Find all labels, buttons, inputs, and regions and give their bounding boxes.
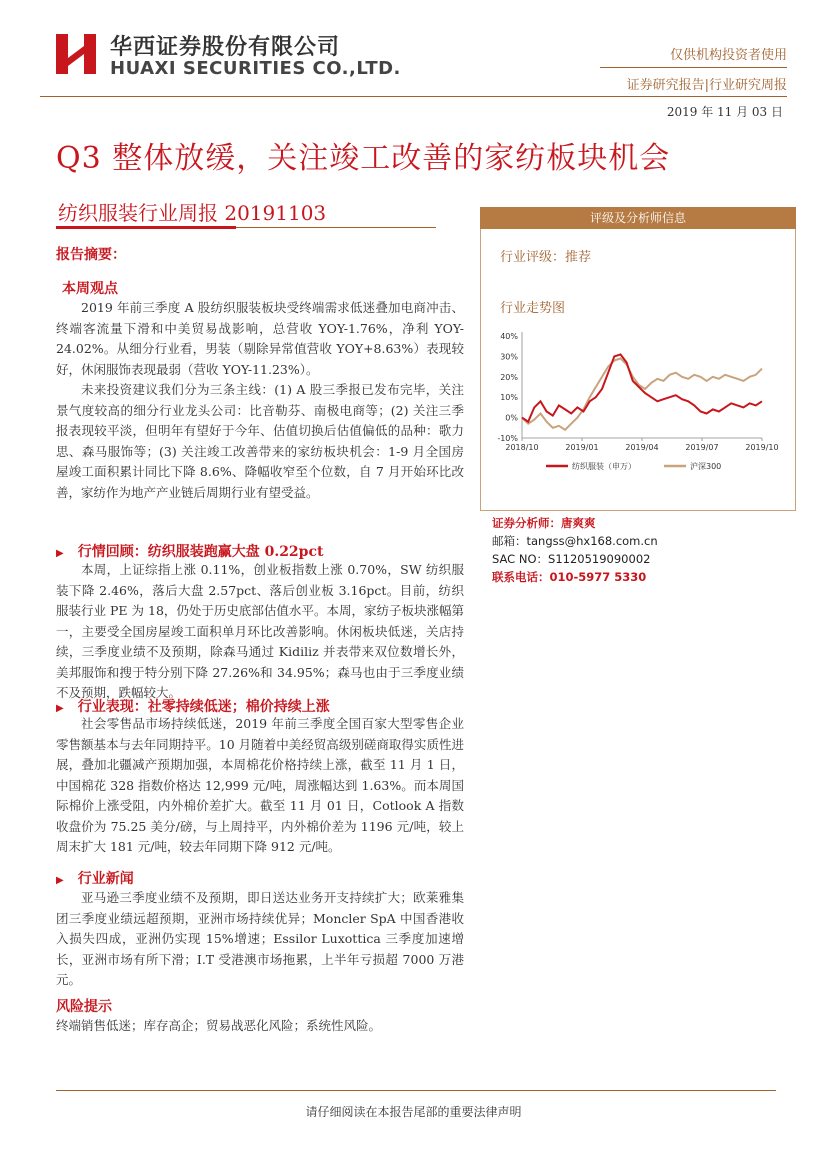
report-subtitle: 纺织服装行业周报 20191103 [58,201,327,225]
email-label: 邮箱： [492,534,527,548]
summary-label: 报告摘要： [56,247,126,263]
header-divider-short [600,67,787,68]
legend-label: 沪深300 [690,462,722,471]
tagline: 仅供机构投资者使用 [669,48,787,63]
x-tick-label: 2019/04 [625,443,659,452]
series-line [522,358,762,429]
sac-label: SAC NO： [492,552,549,566]
industry-news-paragraph: 亚马逊三季度业绩不及预期，即日送达业务开支持续扩大；欧莱雅集团三季度业绩远超预期，亚洲市场持续优异；Moncler SpA 中国香港收入损失四成，亚洲仍实现 15%增速；Essilor Luxottica 三季度加速增长，亚洲市场有所下滑；I.T 受港澳市场拖累，上半年亏损超 7000 万港元。 [56,890,464,987]
weekly-view-heading: 本周观点 [62,281,118,297]
x-tick-label: 2019/07 [685,443,719,452]
y-tick-label: -10% [497,434,518,443]
risk-heading: 风险提示 [56,999,112,1015]
market-review-paragraph: 本周，上证综指上涨 0.11%，创业板指数上涨 0.70%，SW 纺织服装下降 2.46%，落后大盘 2.57pct、落后创业板 3.16pct。目前，纺织服装行业 PE 为 18，仍处于历史底部估值水平。本周，家纺子板块涨幅第一，主要受全国房屋竣工面积单月环比改善影响。休闲板块低迷，关店持续，三季度业绩不及预期，除森马通过 Kidiliz 并表带来双位数增长外，美邦服饰和搜于特分别下降 27.26%和 34.95%；森马也由于三季度业绩不及预期，跌幅较大。 [56,562,464,700]
legend-label: 纺织服装（申万） [572,462,636,471]
y-tick-label: 30% [500,352,518,362]
market-review-heading: 行情回顾：纺织服装跑赢大盘 0.22pct [77,544,324,560]
company-name-en: HUAXI SECURITIES CO.,LTD. [110,58,401,79]
industry-trend-chart [490,326,790,476]
y-tick-label: 40% [500,332,518,341]
sac-row [492,550,658,568]
risk-text: 终端销售低迷；库存高企；贸易战恶化风险；系统性风险。 [56,1018,382,1033]
header-divider [40,96,787,97]
industry-performance-heading: 行业表现：社零持续低迷；棉价持续上涨 [77,699,330,715]
report-title: Q3 整体放缓，关注竣工改善的家纺板块机会 [56,141,671,176]
x-tick-label: 2018/10 [505,443,539,452]
analyst-row [492,514,658,532]
weekly-view-paragraph-2: 未来投资建议我们分为三条主线：(1) A 股三季报已发布完毕，关注景气度较高的细分行业龙头公司：比音勒芬、南极电商等；(2) 关注三季报表现较平淡，但明年有望好于今年、估值切换后估值偏低的品种：歌力思、森马服饰等；(3) 关注竣工改善带来的家纺板块机会：1-9 月全国房屋竣工面积累计同比下降 8.6%、降幅收窄至个位数，自 7 月开始环比改善，家纺作为地产产业链后周期行业有望受益。 [56,382,464,500]
industry-performance-heading-row [56,696,330,716]
market-review-body [56,560,464,704]
analyst-phone: 010-5977 5330 [549,570,647,584]
footer-divider [56,1090,776,1091]
trend-chart-label: 行业走势图 [500,301,566,316]
triangle-bullet-icon: ▶ [56,875,64,886]
company-name-cn: 华西证券股份有限公司 [110,35,341,60]
rating-label: 行业评级： [500,250,566,265]
rating-value: 推荐 [565,250,592,265]
y-tick-label: 20% [500,372,518,382]
market-review-heading-row [56,541,323,561]
email-row [492,532,658,550]
weekly-view-body [56,298,464,503]
industry-performance-paragraph: 社会零售品市场持续低迷，2019 年前三季度全国百家大型零售企业零售额基本与去年同期持平。10 月随着中美经贸高级别磋商取得实质性进展，叠加北疆减产预期加强，本周棉花价格持续上涨，截至 11 月 1 日，中国棉花 328 指数价格达 12,999 元/吨，周涨幅达到 1.63%。而本周国际棉价上涨受阻，内外棉价差扩大。截至 11 月 01 日，Cotlook A 指数收盘价为 75.25 美分/磅，与上周持平，内外棉价差为 1196 元/吨，较上周末扩大 181 元/吨，较去年同期下降 912 元/吨。 [56,716,464,854]
analyst-label: 证券分析师： [492,516,561,530]
x-tick-label: 2019/01 [565,443,599,452]
triangle-bullet-icon: ▶ [56,548,64,559]
industry-news-heading: 行业新闻 [77,871,134,887]
rating-box-title: 评级及分析师信息 [480,207,796,229]
analyst-email[interactable]: tangss@hx168.com.cn [526,534,658,548]
legal-notice: 请仔细阅读在本报告尾部的重要法律声明 [305,1105,522,1119]
huaxi-logo-icon [54,32,98,76]
analyst-info [492,514,658,586]
analyst-name: 唐爽爽 [561,516,596,530]
report-type: 证券研究报告|行业研究周报 [626,78,787,93]
x-tick-label: 2019/10 [745,443,779,452]
subtitle-underline [56,226,236,229]
phone-row [492,568,658,586]
industry-rating [500,246,591,265]
weekly-view-paragraph-1: 2019 年前三季度 A 股纺织服装板块受终端需求低迷叠加电商冲击、终端客流量下滑和中美贸易战影响，总营收 YOY-1.76%，净利 YOY-24.02%。从细分行业看，男装（剔除异常值营收 YOY+8.63%）表现较好，休闲服饰表现最弱（营收 YOY-11.23%）。 [56,300,464,377]
report-date: 2019 年 11 月 03 日 [666,105,783,119]
triangle-bullet-icon: ▶ [56,703,64,714]
subtitle-underline-thin [236,227,436,228]
industry-performance-body [56,714,464,858]
risk-body [56,1016,464,1037]
industry-news-heading-row [56,868,134,888]
y-tick-label: 0% [505,413,518,423]
sac-number: S1120519090002 [548,552,651,566]
phone-label: 联系电话： [492,570,550,584]
y-tick-label: 10% [500,393,518,403]
industry-news-body [56,888,464,991]
